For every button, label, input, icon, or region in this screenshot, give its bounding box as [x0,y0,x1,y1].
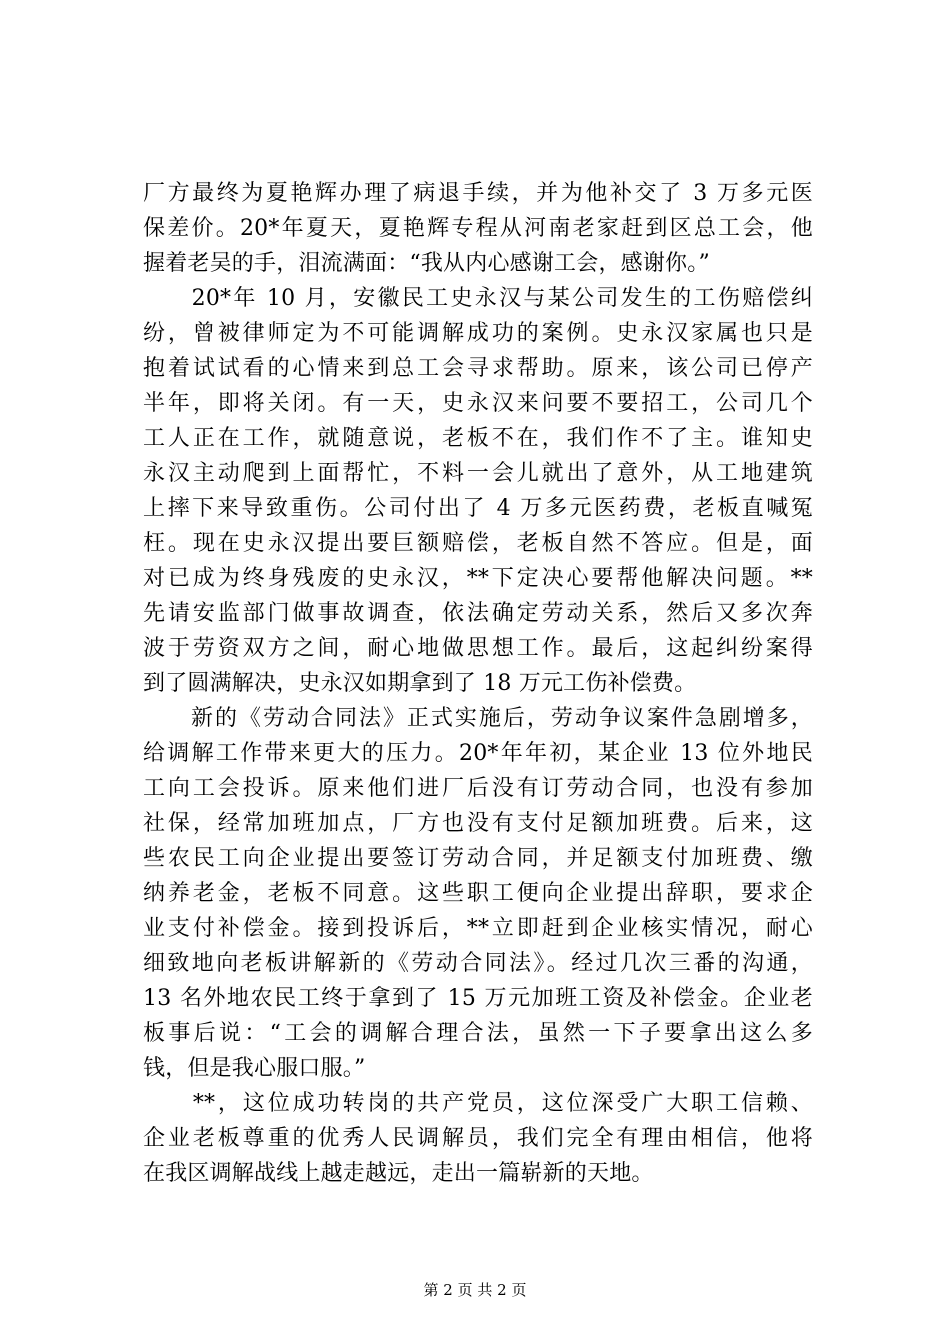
text-line: 握着老吴的手，泪流满面：“我从内心感谢工会，感谢你。” [143,251,710,276]
text-line: 纳养老金，老板不同意。这些职工便向企业提出辞职，要求企 [143,881,813,906]
text-line: 工人正在工作，就随意说，老板不在，我们作不了主。谁知史 [143,426,813,451]
text-line: 枉。现在史永汉提出要巨额赔偿，老板自然不答应。但是，面 [143,531,813,556]
text-line: **，这位成功转岗的共产党员，这位深受广大职工信赖、 [143,1091,813,1116]
text-line: 业支付补偿金。接到投诉后，**立即赶到企业核实情况，耐心 [143,916,813,941]
text-line: 钱，但是我心服口服。” [143,1056,366,1081]
text-line: 社保，经常加班加点，厂方也没有支付足额加班费。后来，这 [143,811,813,836]
text-line: 到了圆满解决，史永汉如期拿到了 18 万元工伤补偿费。 [143,671,697,696]
document-body [143,176,813,1191]
text-line: 些农民工向企业提出要签订劳动合同，并足额支付加班费、缴 [143,846,813,871]
paragraph [143,701,813,1086]
text-line: 永汉主动爬到上面帮忙，不料一会儿就出了意外，从工地建筑 [143,461,813,486]
page-footer: 第 2 页 共 2 页 [423,1281,527,1299]
paragraph [143,281,813,701]
text-line: 新的《劳动合同法》正式实施后，劳动争议案件急剧增多， [143,706,813,731]
text-line: 半年，即将关闭。有一天，史永汉来问要不要招工，公司几个 [143,391,813,416]
text-line: 20*年 10 月，安徽民工史永汉与某公司发生的工伤赔偿纠 [143,286,813,311]
text-line: 保差价。20*年夏天，夏艳辉专程从河南老家赶到区总工会，他 [143,216,813,241]
text-line: 细致地向老板讲解新的《劳动合同法》。经过几次三番的沟通， [143,951,813,976]
text-line: 工向工会投诉。原来他们进厂后没有订劳动合同，也没有参加 [143,776,813,801]
text-line: 在我区调解战线上越走越远，走出一篇崭新的天地。 [143,1161,654,1186]
paragraph [143,1086,813,1191]
text-line: 对已成为终身残废的史永汉，**下定决心要帮他解决问题。** [143,566,813,591]
text-line: 上摔下来导致重伤。公司付出了 4 万多元医药费，老板直喊冤 [143,496,813,521]
text-line: 13 名外地农民工终于拿到了 15 万元加班工资及补偿金。企业老 [143,986,813,1011]
text-line: 抱着试试看的心情来到总工会寻求帮助。原来，该公司已停产 [143,356,813,381]
paragraph [143,176,813,281]
text-line: 企业老板尊重的优秀人民调解员，我们完全有理由相信，他将 [143,1126,813,1151]
text-line: 纷，曾被律师定为不可能调解成功的案例。史永汉家属也只是 [143,321,813,346]
text-line: 给调解工作带来更大的压力。20*年年初，某企业 13 位外地民 [143,741,813,766]
text-line: 板事后说：“工会的调解合理合法，虽然一下子要拿出这么多 [143,1021,813,1046]
text-line: 波于劳资双方之间，耐心地做思想工作。最后，这起纠纷案得 [143,636,813,661]
text-line: 厂方最终为夏艳辉办理了病退手续，并为他补交了 3 万多元医 [143,181,813,206]
text-line: 先请安监部门做事故调查，依法确定劳动关系，然后又多次奔 [143,601,813,626]
